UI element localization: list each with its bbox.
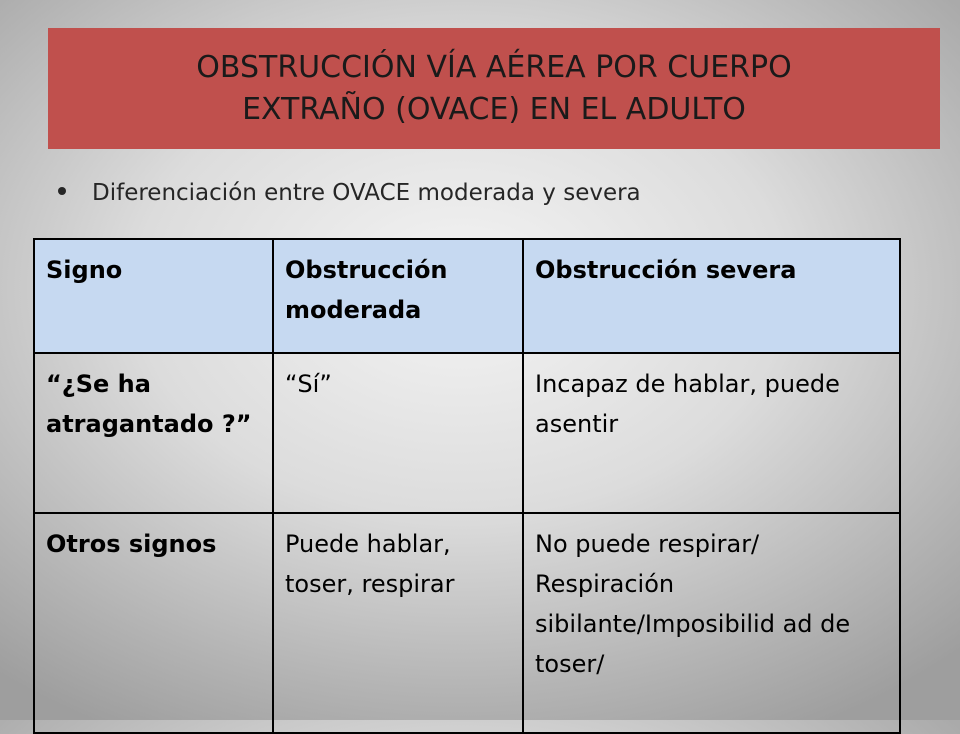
table-header-cell: Obstrucción severa (523, 239, 900, 353)
bullet-item (58, 180, 641, 206)
slide-title-line-2: EXTRAÑO (OVACE) EN EL ADULTO (242, 91, 746, 127)
slide-title (196, 47, 791, 131)
table-cell: Puede hablar, toser, respirar (273, 513, 523, 733)
bullet-dot-icon (58, 187, 66, 195)
table-cell-row-label: “¿Se ha atragantado ?” (34, 353, 273, 513)
table-row (34, 353, 900, 513)
title-banner (48, 28, 940, 149)
table-cell-row-label: Otros signos (34, 513, 273, 733)
table-row (34, 513, 900, 733)
table-cell: Incapaz de hablar, puede asentir (523, 353, 900, 513)
table-header-row (34, 239, 900, 353)
table-header-cell: Signo (34, 239, 273, 353)
table-cell: “Sí” (273, 353, 523, 513)
bullet-text: Diferenciación entre OVACE moderada y severa (92, 180, 641, 206)
table-header-cell: Obstrucción moderada (273, 239, 523, 353)
table-cell: No puede respirar/ Respiración sibilante/Imposibilid ad de toser/ (523, 513, 900, 733)
slide-title-line-1: OBSTRUCCIÓN VÍA AÉREA POR CUERPO (196, 49, 792, 85)
comparison-table (33, 238, 901, 734)
